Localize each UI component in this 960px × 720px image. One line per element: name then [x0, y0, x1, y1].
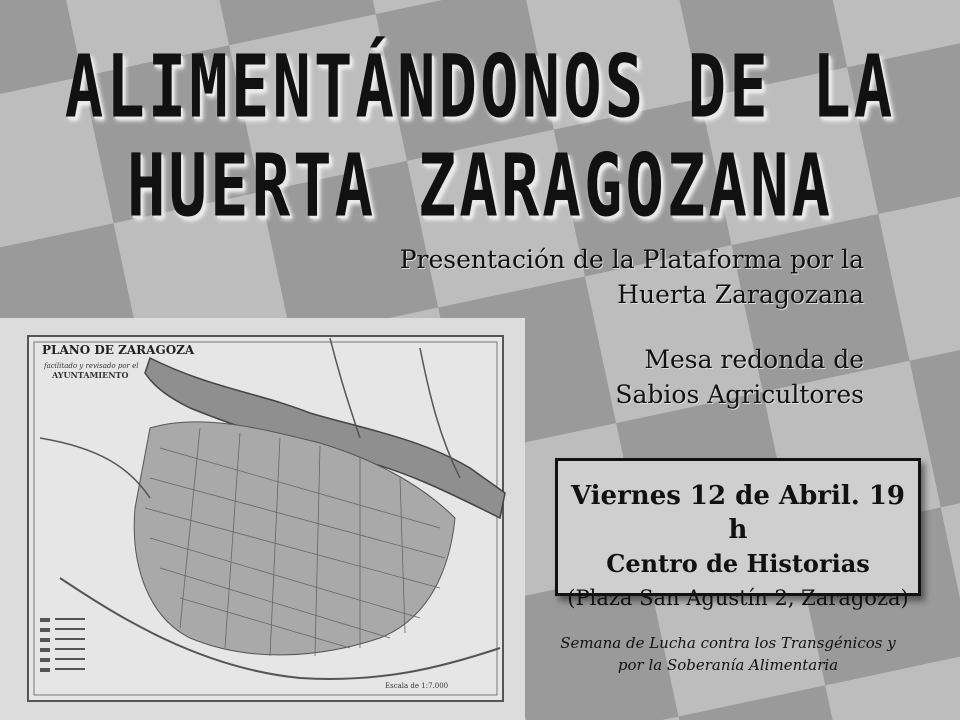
- title-line-1: ALIMENTÁNDONOS DE LA: [64, 38, 896, 138]
- subtitle-round-table-line-1: Mesa redonda de: [644, 345, 864, 374]
- zaragoza-map-image: [0, 318, 525, 720]
- event-address: (Plaza San Agustín 2, Zaragoza): [567, 586, 909, 610]
- map-caption-2: AYUNTAMIENTO: [52, 370, 129, 380]
- footer-line-2: por la Soberanía Alimentaria: [617, 656, 839, 674]
- event-info-box: [555, 458, 921, 610]
- map-caption-1: facilitado y revisado por el: [44, 362, 139, 370]
- subtitle-round-table-line-2: Sabios Agricultores: [615, 380, 864, 409]
- map-title: PLANO DE ZARAGOZA: [42, 343, 195, 357]
- title-line-2: HUERTA ZARAGOZANA: [126, 137, 834, 237]
- map-scale: Escala de 1:7.000: [385, 682, 449, 690]
- footer-line-1: Semana de Lucha contra los Transgénicos y: [560, 634, 896, 652]
- footer-note: [532, 632, 924, 676]
- subtitle-presentation-line-1: Presentación de la Plataforma por la: [399, 245, 864, 274]
- event-venue: Centro de Historias: [606, 549, 870, 578]
- subtitle-presentation: [400, 242, 864, 312]
- subtitle-presentation-line-2: Huerta Zaragozana: [617, 280, 864, 309]
- event-date-time: Viernes 12 de Abril. 19 h: [570, 481, 906, 545]
- subtitle-round-table: [615, 342, 864, 412]
